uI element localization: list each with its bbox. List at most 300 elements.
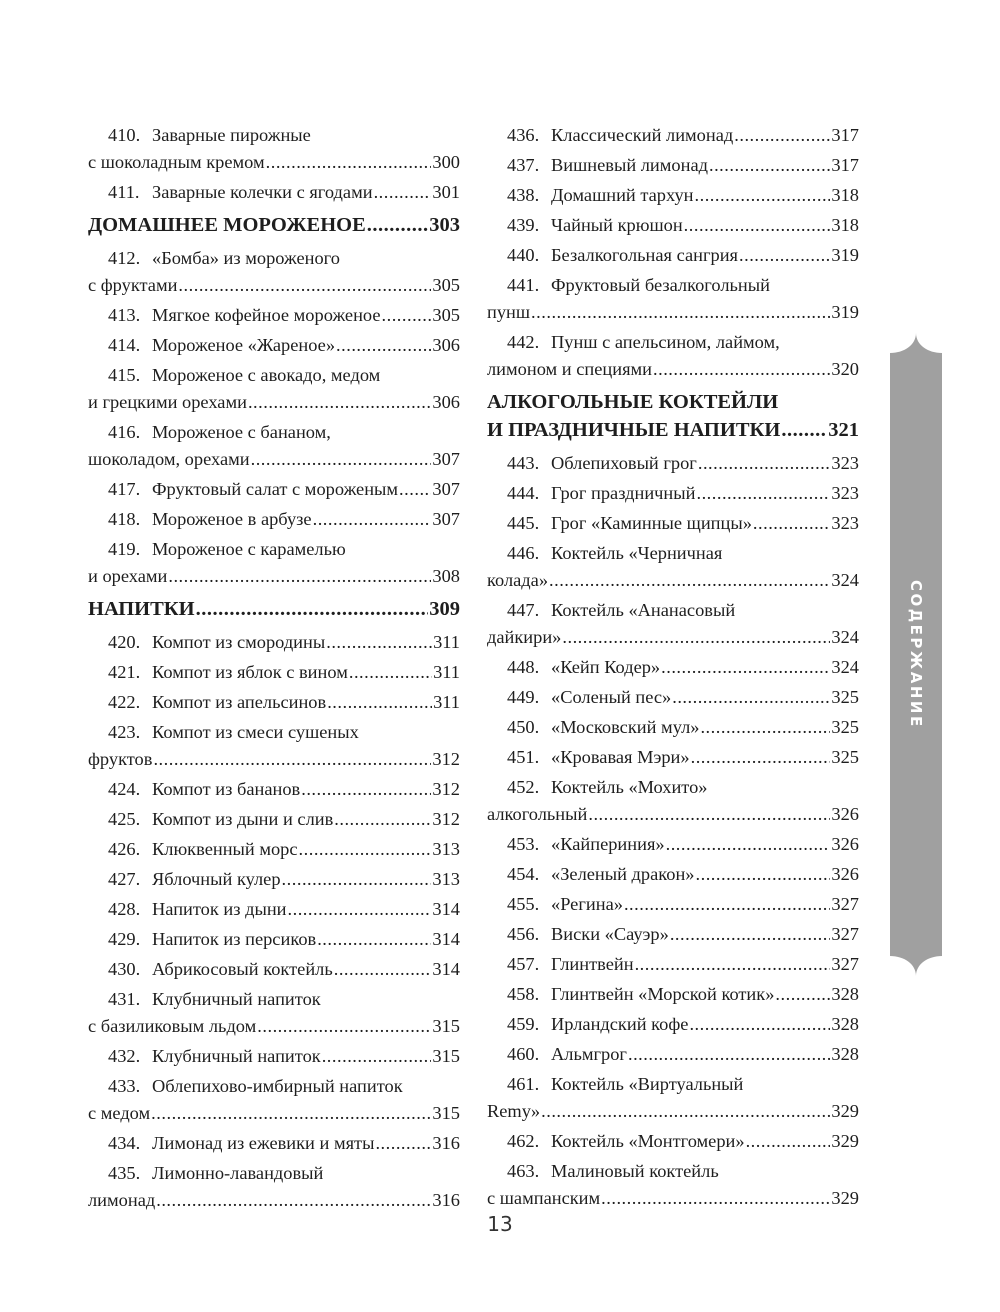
recipe-number: 429. <box>108 929 141 949</box>
toc-entry[interactable] <box>487 1041 859 1068</box>
recipe-page-number: 328 <box>831 1014 859 1034</box>
entry-line <box>88 446 460 473</box>
entry-line <box>108 332 460 359</box>
recipe-title: колада» <box>487 570 549 590</box>
dot-leader <box>151 1100 431 1127</box>
dot-leader <box>301 776 431 803</box>
dot-leader <box>336 332 431 359</box>
entry-line <box>108 719 460 746</box>
toc-entry[interactable] <box>88 926 460 953</box>
dot-leader <box>562 624 830 651</box>
entry-line <box>88 1013 460 1040</box>
dot-leader <box>156 1187 431 1214</box>
entry-line <box>507 951 859 978</box>
toc-entry[interactable] <box>88 659 460 686</box>
dot-leader <box>781 416 827 444</box>
recipe-number: 450. <box>507 717 540 737</box>
recipe-title: Коктейль «Ананасовый <box>551 600 736 620</box>
recipe-number: 436. <box>507 125 540 145</box>
dot-leader <box>666 831 831 858</box>
entry-line <box>507 122 859 149</box>
recipe-page-number: 311 <box>433 662 460 682</box>
recipe-page-number: 317 <box>831 125 859 145</box>
entry-line <box>88 746 460 773</box>
recipe-number: 423. <box>108 722 141 742</box>
entry-line <box>108 896 460 923</box>
recipe-page-number: 313 <box>432 839 460 859</box>
entry-line <box>487 567 859 594</box>
entry-line <box>108 986 460 1013</box>
dot-leader <box>266 149 432 176</box>
recipe-number: 439. <box>507 215 540 235</box>
toc-entry[interactable] <box>487 1158 859 1212</box>
entry-line <box>108 419 460 446</box>
toc-entry[interactable] <box>88 419 460 473</box>
dot-leader <box>374 179 432 206</box>
toc-entry[interactable] <box>487 152 859 179</box>
dot-leader <box>684 212 831 239</box>
recipe-page-number: 323 <box>831 453 859 473</box>
recipe-page-number: 306 <box>432 392 460 412</box>
recipe-page-number: 301 <box>432 182 460 202</box>
entry-line <box>108 122 460 149</box>
entry-line <box>88 1100 460 1127</box>
entry-line <box>507 1071 859 1098</box>
recipe-number: 453. <box>507 834 540 854</box>
toc-entry[interactable] <box>88 476 460 503</box>
entry-line <box>108 1130 460 1157</box>
recipe-page-number: 308 <box>432 566 460 586</box>
recipe-number: 449. <box>507 687 540 707</box>
recipe-title: Облепиховый грог <box>551 453 697 473</box>
section-title: НАПИТКИ <box>88 598 195 620</box>
recipe-title: Чайный крюшон <box>551 215 683 235</box>
recipe-page-number: 312 <box>432 809 460 829</box>
recipe-title: Клюквенный морс <box>152 839 298 859</box>
recipe-number: 435. <box>108 1163 141 1183</box>
recipe-number: 455. <box>507 894 540 914</box>
recipe-page-number: 315 <box>432 1103 460 1123</box>
toc-entry[interactable] <box>88 1043 460 1070</box>
dot-leader <box>399 476 431 503</box>
recipe-title: фруктов <box>88 749 153 769</box>
toc-entry[interactable] <box>88 506 460 533</box>
recipe-number: 417. <box>108 479 141 499</box>
dot-leader <box>282 866 432 893</box>
recipe-title: Коктейль «Черничная <box>551 543 723 563</box>
recipe-number: 420. <box>108 632 141 652</box>
entry-line <box>507 714 859 741</box>
dot-leader <box>734 122 830 149</box>
dot-leader <box>672 684 830 711</box>
recipe-page-number: 316 <box>432 1190 460 1210</box>
recipe-title: Малиновый коктейль <box>551 1161 719 1181</box>
entry-line <box>507 1011 859 1038</box>
toc-entry[interactable] <box>88 629 460 656</box>
recipe-title: «Регина» <box>551 894 623 914</box>
toc-entry[interactable] <box>88 1160 460 1214</box>
recipe-number: 454. <box>507 864 540 884</box>
recipe-page-number: 307 <box>432 509 460 529</box>
recipe-title: Лимонно-лавандовый <box>152 1163 324 1183</box>
recipe-title: Глинтвейн <box>551 954 634 974</box>
toc-entry[interactable] <box>88 719 460 773</box>
recipe-number: 460. <box>507 1044 540 1064</box>
section-side-tab <box>890 333 942 976</box>
entry-line <box>108 806 460 833</box>
recipe-page-number: 327 <box>831 894 859 914</box>
recipe-number: 425. <box>108 809 141 829</box>
recipe-page-number: 320 <box>831 359 859 379</box>
recipe-page-number: 311 <box>433 632 460 652</box>
dot-leader <box>628 1041 830 1068</box>
entry-line <box>108 1073 460 1100</box>
recipe-page-number: 325 <box>831 747 859 767</box>
toc-entry[interactable] <box>88 956 460 983</box>
recipe-page-number: 318 <box>831 215 859 235</box>
entry-line <box>108 689 460 716</box>
entry-line <box>507 597 859 624</box>
entry-line <box>487 356 859 383</box>
dot-leader <box>746 1128 831 1155</box>
toc-entry[interactable] <box>88 332 460 359</box>
toc-entry[interactable] <box>487 951 859 978</box>
toc-entry[interactable] <box>487 774 859 828</box>
recipe-page-number: 305 <box>432 305 460 325</box>
recipe-title: Яблочный кулер <box>152 869 281 889</box>
toc-entry[interactable] <box>487 597 859 651</box>
toc-entry[interactable] <box>487 1128 859 1155</box>
entry-line <box>507 654 859 681</box>
recipe-title: Компот из апельсинов <box>152 692 327 712</box>
entry-line <box>507 1041 859 1068</box>
entry-line <box>108 926 460 953</box>
recipe-number: 457. <box>507 954 540 974</box>
toc-entry[interactable] <box>487 981 859 1008</box>
toc-entry[interactable] <box>88 836 460 863</box>
dot-leader <box>695 182 831 209</box>
dot-leader <box>375 1130 431 1157</box>
entry-line <box>507 981 859 1008</box>
recipe-title: Коктейль «Монтгомери» <box>551 1131 745 1151</box>
entry-line <box>108 866 460 893</box>
entry-line <box>108 629 460 656</box>
recipe-page-number: 317 <box>831 155 859 175</box>
dot-leader <box>549 567 830 594</box>
dot-leader <box>531 299 830 326</box>
recipe-number: 437. <box>507 155 540 175</box>
dot-leader <box>196 595 429 623</box>
recipe-number: 446. <box>507 543 540 563</box>
toc-entry[interactable] <box>487 329 859 383</box>
recipe-page-number: 319 <box>831 245 859 265</box>
dot-leader <box>696 480 830 507</box>
recipe-title: Классический лимонад <box>551 125 734 145</box>
recipe-title: с шоколадным кремом <box>88 152 265 172</box>
toc-entry[interactable] <box>88 806 460 833</box>
entry-line <box>507 891 859 918</box>
entry-line <box>507 921 859 948</box>
dot-leader <box>382 302 432 329</box>
recipe-title: Ирландский кофе <box>551 1014 689 1034</box>
entry-line <box>108 659 460 686</box>
recipe-number: 428. <box>108 899 141 919</box>
entry-line <box>507 510 859 537</box>
recipe-number: 452. <box>507 777 540 797</box>
dot-leader <box>624 891 830 918</box>
section-heading-line <box>88 595 460 623</box>
entry-line <box>507 744 859 771</box>
section-title: И ПРАЗДНИЧНЫЕ НАПИТКИ <box>487 419 781 441</box>
recipe-title: «Кайпериния» <box>551 834 665 854</box>
recipe-number: 442. <box>507 332 540 352</box>
recipe-number: 418. <box>108 509 141 529</box>
toc-entry[interactable] <box>487 182 859 209</box>
recipe-title: «Бомба» из мороженого <box>152 248 340 268</box>
recipe-page-number: 315 <box>432 1046 460 1066</box>
recipe-page-number: 300 <box>432 152 460 172</box>
entry-line <box>507 774 859 801</box>
dot-leader <box>288 896 432 923</box>
recipe-page-number: 325 <box>831 717 859 737</box>
dot-leader <box>739 242 830 269</box>
toc-section-heading[interactable] <box>88 595 460 623</box>
recipe-page-number: 327 <box>831 954 859 974</box>
page-number: 13 <box>487 1212 513 1236</box>
recipe-number: 463. <box>507 1161 540 1181</box>
recipe-page-number: 307 <box>432 479 460 499</box>
toc-entry[interactable] <box>487 272 859 326</box>
recipe-number: 430. <box>108 959 141 979</box>
dot-leader <box>322 1043 432 1070</box>
recipe-title: лимонад <box>88 1190 156 1210</box>
recipe-page-number: 312 <box>432 749 460 769</box>
recipe-number: 441. <box>507 275 540 295</box>
toc-entry[interactable] <box>487 831 859 858</box>
recipe-title: Коктейль «Виртуальный <box>551 1074 744 1094</box>
recipe-title: Заварные колечки с ягодами <box>152 182 373 202</box>
entry-line <box>507 684 859 711</box>
recipe-title: «Кейп Кодер» <box>551 657 661 677</box>
recipe-title: Мороженое в арбузе <box>152 509 312 529</box>
toc-entry[interactable] <box>487 684 859 711</box>
recipe-title: Компот из смеси сушеных <box>152 722 359 742</box>
section-heading-line <box>487 388 859 416</box>
recipe-page-number: 311 <box>433 692 460 712</box>
toc-entry[interactable] <box>88 536 460 590</box>
toc-entry[interactable] <box>487 450 859 477</box>
toc-entry[interactable] <box>88 1130 460 1157</box>
toc-entry[interactable] <box>487 891 859 918</box>
recipe-number: 445. <box>507 513 540 533</box>
entry-line <box>108 1160 460 1187</box>
entry-line <box>487 1185 859 1212</box>
toc-right-column <box>487 122 859 1215</box>
toc-entry[interactable] <box>487 714 859 741</box>
recipe-number: 456. <box>507 924 540 944</box>
entry-line <box>507 831 859 858</box>
recipe-title: дайкири» <box>487 627 562 647</box>
dot-leader <box>709 152 830 179</box>
toc-entry[interactable] <box>88 866 460 893</box>
recipe-page-number: 328 <box>831 984 859 1004</box>
toc-entry[interactable] <box>487 510 859 537</box>
entry-line <box>108 362 460 389</box>
recipe-title: Напиток из дыни <box>152 899 287 919</box>
recipe-title: Мягкое кофейное мороженое <box>152 305 381 325</box>
recipe-number: 448. <box>507 657 540 677</box>
recipe-title: пунш <box>487 302 531 322</box>
toc-section-heading[interactable] <box>88 211 460 239</box>
recipe-title: Мороженое с бананом, <box>152 422 331 442</box>
entry-line <box>507 480 859 507</box>
entry-line <box>507 540 859 567</box>
dot-leader <box>700 714 830 741</box>
recipe-number: 462. <box>507 1131 540 1151</box>
entry-line <box>507 329 859 356</box>
entry-line <box>507 1128 859 1155</box>
dot-leader <box>313 506 432 533</box>
dot-leader <box>670 921 831 948</box>
recipe-number: 451. <box>507 747 540 767</box>
entry-line <box>487 1098 859 1125</box>
recipe-number: 424. <box>108 779 141 799</box>
recipe-title: «Зеленый дракон» <box>551 864 695 884</box>
entry-line <box>507 1158 859 1185</box>
recipe-title: с медом <box>88 1103 151 1123</box>
recipe-page-number: 329 <box>831 1188 859 1208</box>
toc-entry[interactable] <box>88 245 460 299</box>
dot-leader <box>753 510 831 537</box>
recipe-number: 413. <box>108 305 141 325</box>
toc-entry[interactable] <box>487 744 859 771</box>
toc-entry[interactable] <box>487 242 859 269</box>
entry-line <box>108 1043 460 1070</box>
dot-leader <box>326 629 432 656</box>
dot-leader <box>153 746 431 773</box>
entry-line <box>88 272 460 299</box>
toc-section-heading[interactable] <box>487 388 859 444</box>
toc-entry[interactable] <box>88 179 460 206</box>
recipe-title: Мороженое «Жареное» <box>152 335 336 355</box>
toc-entry[interactable] <box>88 1073 460 1127</box>
recipe-title: Пунш с апельсином, лаймом, <box>551 332 780 352</box>
section-heading-line <box>487 416 859 444</box>
toc-entry[interactable] <box>88 896 460 923</box>
recipe-number: 433. <box>108 1076 141 1096</box>
recipe-page-number: 314 <box>432 959 460 979</box>
entry-line <box>108 179 460 206</box>
recipe-page-number: 326 <box>831 804 859 824</box>
recipe-page-number: 314 <box>432 929 460 949</box>
recipe-title: с фруктами <box>88 275 178 295</box>
recipe-number: 416. <box>108 422 141 442</box>
section-heading-line <box>88 211 460 239</box>
toc-entry[interactable] <box>487 480 859 507</box>
entry-line <box>507 212 859 239</box>
recipe-title: Компот из смородины <box>152 632 326 652</box>
recipe-title: Вишневый лимонад <box>551 155 708 175</box>
recipe-number: 422. <box>108 692 141 712</box>
entry-line <box>507 152 859 179</box>
dot-leader <box>334 956 432 983</box>
recipe-number: 434. <box>108 1133 141 1153</box>
recipe-title: и орехами <box>88 566 168 586</box>
recipe-title: и грецкими орехами <box>88 392 247 412</box>
toc-entry[interactable] <box>487 212 859 239</box>
entry-line <box>507 450 859 477</box>
recipe-title: лимоном и специями <box>487 359 653 379</box>
recipe-title: Мороженое с авокадо, медом <box>152 365 381 385</box>
recipe-title: Абрикосовый коктейль <box>152 959 333 979</box>
recipe-title: «Соленый пес» <box>551 687 672 707</box>
toc-entry[interactable] <box>487 1011 859 1038</box>
recipe-number: 431. <box>108 989 141 1009</box>
entry-line <box>108 776 460 803</box>
entry-line <box>108 836 460 863</box>
toc-entry[interactable] <box>487 540 859 594</box>
toc-entry[interactable] <box>88 776 460 803</box>
toc-entry[interactable] <box>88 122 460 176</box>
recipe-page-number: 305 <box>432 275 460 295</box>
recipe-title: алкогольный <box>487 804 588 824</box>
recipe-page-number: 323 <box>831 513 859 533</box>
recipe-page-number: 324 <box>831 627 859 647</box>
toc-entry[interactable] <box>487 861 859 888</box>
section-page-number: 321 <box>828 419 859 441</box>
recipe-number: 432. <box>108 1046 141 1066</box>
recipe-title: Виски «Сауэр» <box>551 924 669 944</box>
dot-leader <box>691 744 831 771</box>
recipe-title: «Московский мул» <box>551 717 700 737</box>
recipe-number: 419. <box>108 539 141 559</box>
entry-line <box>108 476 460 503</box>
recipe-number: 410. <box>108 125 141 145</box>
dot-leader <box>317 926 431 953</box>
toc-entry[interactable] <box>487 921 859 948</box>
entry-line <box>88 389 460 416</box>
dot-leader <box>251 446 432 473</box>
toc-entry[interactable] <box>487 654 859 681</box>
section-title: АЛКОГОЛЬНЫЕ КОКТЕЙЛИ <box>487 391 779 413</box>
recipe-title: Лимонад из ежевики и мяты <box>152 1133 375 1153</box>
dot-leader <box>661 654 830 681</box>
recipe-title: «Кровавая Мэри» <box>551 747 690 767</box>
toc-left-column <box>88 122 460 1217</box>
recipe-number: 412. <box>108 248 141 268</box>
section-title: ДОМАШНЕЕ МОРОЖЕНОЕ <box>88 214 366 236</box>
toc-entry[interactable] <box>487 122 859 149</box>
recipe-page-number: 324 <box>831 570 859 590</box>
recipe-page-number: 313 <box>432 869 460 889</box>
section-page-number: 303 <box>429 214 460 236</box>
toc-entry[interactable] <box>88 986 460 1040</box>
recipe-title: Фруктовый салат с мороженым <box>152 479 399 499</box>
dot-leader <box>168 563 431 590</box>
toc-entry[interactable] <box>88 362 460 416</box>
toc-entry[interactable] <box>88 689 460 716</box>
entry-line <box>487 624 859 651</box>
toc-entry[interactable] <box>487 1071 859 1125</box>
recipe-page-number: 306 <box>432 335 460 355</box>
dot-leader <box>248 389 431 416</box>
recipe-title: Альмгрог <box>551 1044 627 1064</box>
dot-leader <box>367 211 428 239</box>
entry-line <box>88 149 460 176</box>
toc-entry[interactable] <box>88 302 460 329</box>
entry-line <box>507 272 859 299</box>
recipe-number: 426. <box>108 839 141 859</box>
